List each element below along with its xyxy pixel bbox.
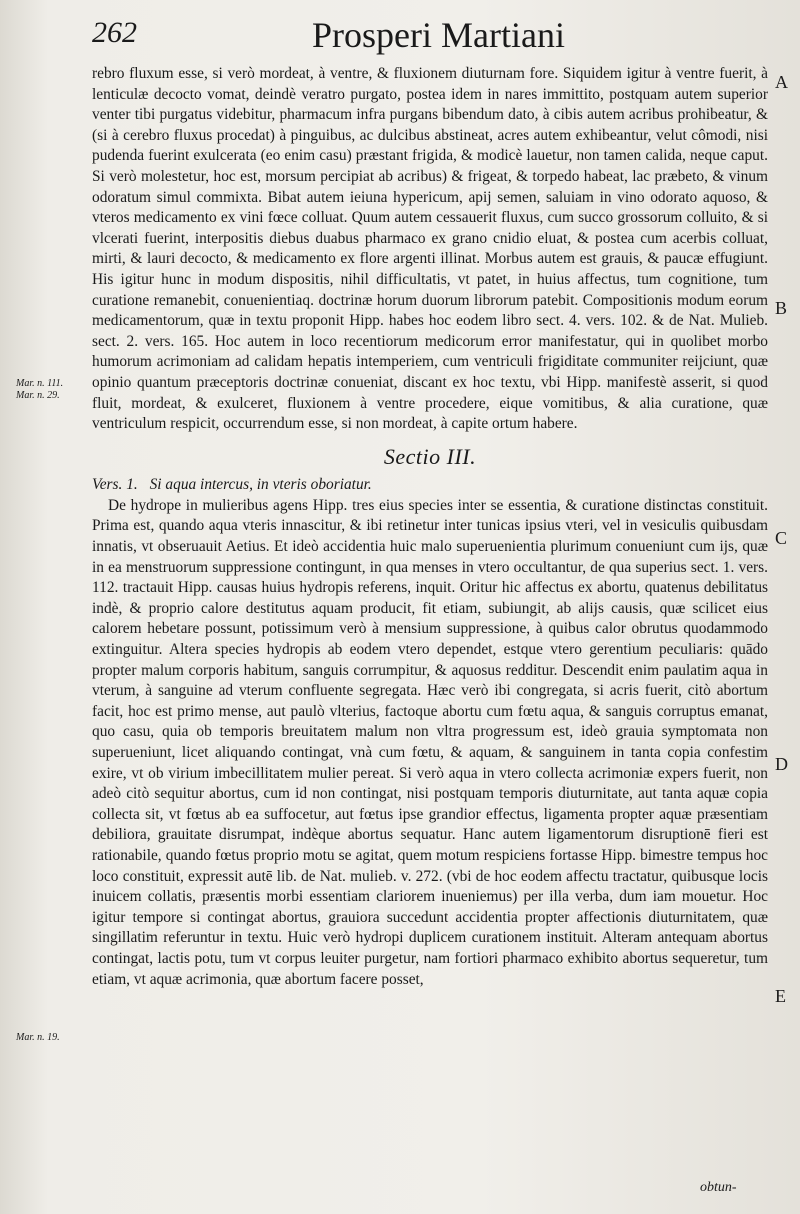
letter-marker-d: D [775,754,788,774]
verse-label: Vers. 1. [92,476,138,494]
margin-note [16,378,63,402]
body-text [92,64,768,990]
page-header [0,12,800,64]
letter-marker-e: E [775,986,786,1006]
paragraph-continued: rebro fluxum esse, si verò mordeat, à ventre, & fluxionem diuturnam fore. Siquidem igitur à ventre fuerit, à lenticulæ decocto vomat, deindè veratro purgato, postea idem in nares immittito, postquam autem superior venter tibi purgatus videbitur, pharmacum infra purgans bibendum dato, à cibis autem acribus prohibeatur, & (si à cerebro fluxus procedat) à pinguibus, ac dulcibus abstineat, acres autem exhibeantur, velut cômodi, nisi pudenda fuerint exulcerata (eo enim casu) præstant frigida, & modicè lauetur, non tamen calida, neque caput. Si verò molestetur, hoc est, morsum percipiat ab acribus) & frigeat, & torpedo habeat, lac præbeto, & vinum odoratum simul commixta. Bibat autem ieiuna hypericum, apij semen, saluiam in vino odorato aquoso, & vteros medicamento ex vini fœce colluat. Quum autem cessauerit fluxus, cum succo grossorum colluito, & si vlcerati fuerint, interpositis diebus duabus pharmaco ex grano cnidio eluat, & postea cum acerbis colluat, mirti, & lauri decocto, & medicamento ex flore argenti illinat. Morbus autem est grauis, & paucæ effugiunt. His igitur hunc in modum dispositis, nihil difficultatis, vt patet, in huius affectus, tum cognitione, tum curatione remanebit, conuenientiaq. doctrinæ horum duorum librorum patebit. Compositionis modum eorum medicamentorum, quæ in textu proponit Hipp. habes hoc eodem libro sect. 4. vers. 102. & de Nat. Mulieb. sect. 2. vers. 165. Hoc autem in loco recentiorum medicorum error manifestatur, qui in quolibet morbo humorum acrimoniam ad calidam hepatis intemperiem, cum ventriculi frigiditate communiter reijciunt, quæ opinio quantum præceptoris doctrinæ conueniat, discant ex hoc textu, vbi Hipp. manifestè asserit, si quod fluit, mordeat, & exulceret, fluxionem à ventre procedere, eique vomitibus, & alia curatione, quæ ventriculum respicit, occurrendum esse, si non mordeat, à capite ortum habere. [92,65,768,433]
margin-note-ref: Mar. n. 19. [16,1032,60,1043]
verse-text: Si aqua intercus, in vteris oboriatur. [149,476,372,494]
letter-marker-b: B [775,298,788,318]
margin-note-ref: Mar. n. 29. [16,390,60,401]
commentary-paragraph: De hydrope in mulieribus agens Hipp. tres eius species inter se essentia, & curatione distinctas constituit. Prima est, quando aqua vteris innascitur, & ibi retinetur inter tunicas ipsius vteri, vel in vesiculis quibusdam innatis, vt obseruauit Aetius. Et ideò accidentia huic malo superuenientia plurimum conueniunt cum ijs, quæ in ea menstruorum suppressione contingunt, in qua menses in vtero occultantur, de qua superius sect. 1. vers. 112. tractauit Hipp. causas huius hydropis referens, inquit. Oritur hic affectus ex abortu, quatenus debilitatus indè, & proprio calore destitutus aquam producit, fit etiam, subiungit, ab alijs causis, quæ scilicet eius calorem hebetare possunt, potissimum verò à mensium suppressione, à quibus calor obrutus quodammodo extinguitur. Altera species hydropis ab eodem vtero dependet, estque vtero gerentium peculiaris: quādo propter malum corporis habitum, sanguis corrumpitur, & aquosus redditur. Descendit enim paulatim aqua in vterum, à sanguine ad vterum confluente segregata. Hæc verò ibi congregata, si acris fuerit, citò abortum facit, hoc est primo mense, aut paulò vlterius, factoque abortu cum fœtu aqua, & sanguis corruptus emanat, quo casu, quia ob temporis breuitatem malum non vltra progressum est, ideò grauia symptomata non superueniunt, licet aliquando contingat, vnà cum fœtu, & aquam, & sanguinem in tanta copia confestim exire, vt ob virium imbecillitatem mulier pereat. Si verò aqua in vtero collecta acrimoniæ expers fuerit, non adeò citò sequitur abortus, cum id non contingat, nisi postquam temporis diuturnitate, aut tanta aquæ copia collecta sit, vt fœtus ab ea suffocetur, aut fœtus ipse grandior effectus, ligamenta propter aquæ præsentiam debiliora, grauitate disrumpat, indèque abortus sequatur. Hanc autem ligamentorum disruptionē fieri est rationabile, quando fœtus proprio motu se agitat, quem motum respiciens fortasse Hipp. bimestre tempus hoc loco constituit, expressit autē lib. de Nat. mulieb. v. 272. (vbi de hoc eodem affectu tractatur, quibusque locis inuicem collatis, præsentis morbi essentiam clariorem inueniemus) per illa verba, dum iam mouetur. Hoc igitur tempore si contingat abortus, grauiora succedunt accidentia propter affectionis diuturnitatem, quæ singillatim referuntur in textu. Huic verò hydropi duplicem curationem instituit. Alteram antequam abortus contingat, lactis potu, tum vt corpus leuiter purgetur, nam fortiori pharmaco exhibito abortus sequeretur, tum etiam, vt aquæ acrimonia, quæ abortum facere posset, [92,496,768,988]
letter-marker-a: A [775,72,788,92]
running-title: Prosperi Martiani [312,15,565,55]
catchword: obtun- [700,1180,737,1195]
section-heading: Sectio III. [383,443,477,469]
page-number: 262 [92,16,137,49]
margin-note [16,1032,60,1044]
verse-line [92,475,768,496]
letter-marker-c: C [775,528,788,548]
margin-note-ref: Mar. n. 111. [16,378,64,389]
